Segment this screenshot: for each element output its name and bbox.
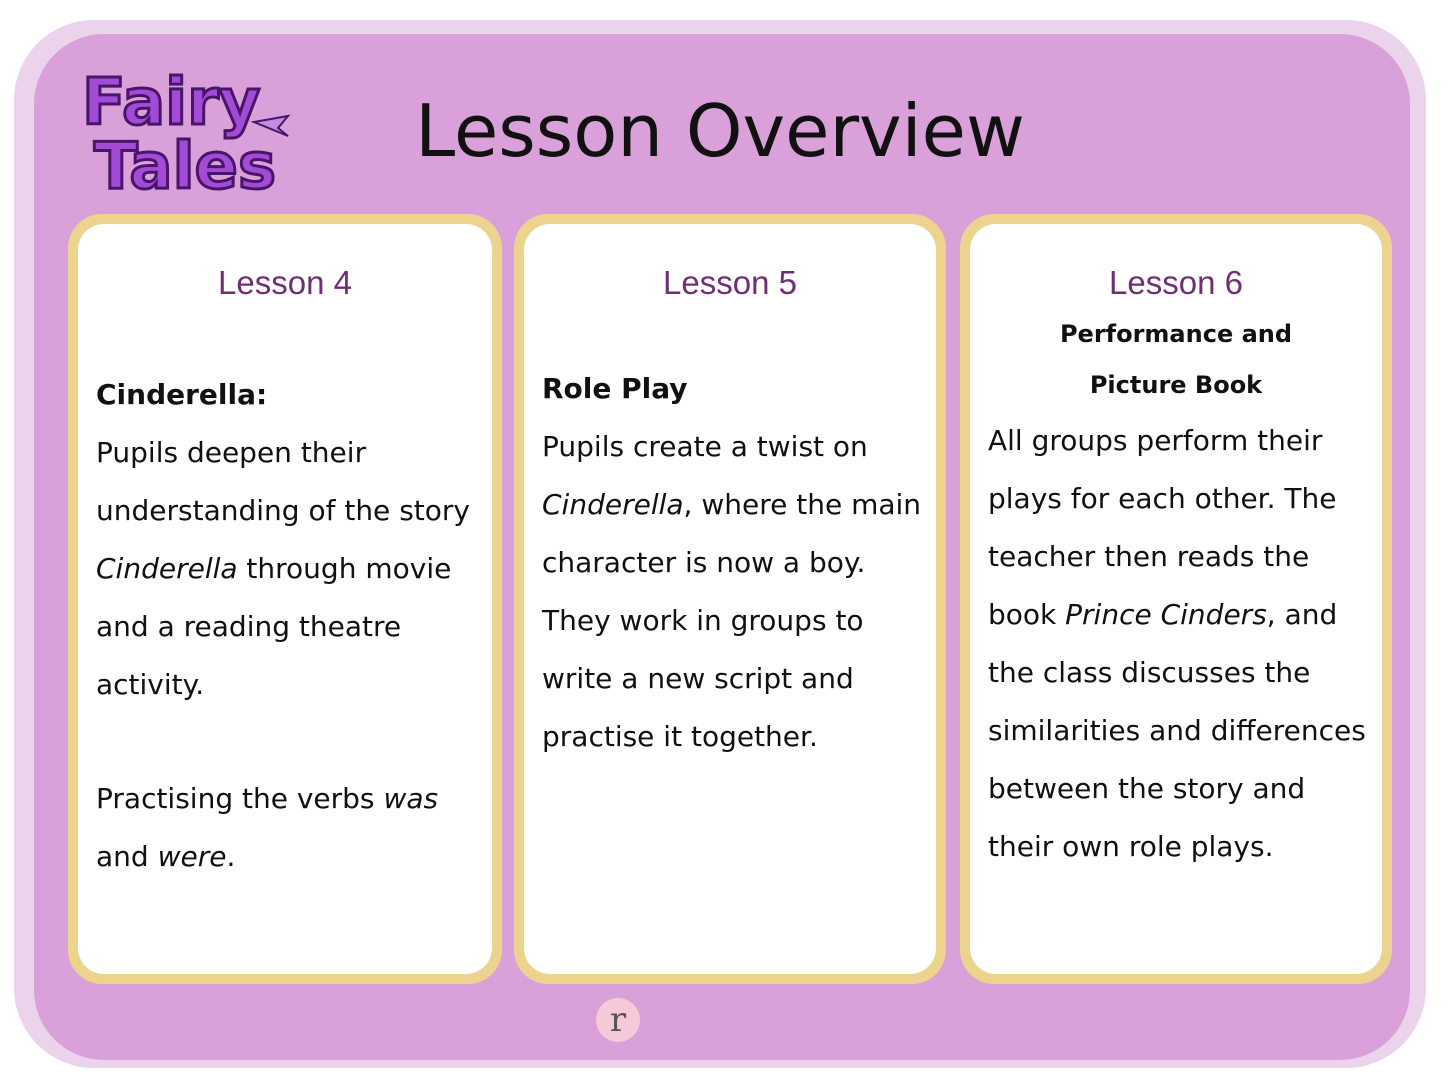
publisher-watermark: [644, 1012, 844, 1026]
lesson-6-heading: Lesson 6: [1109, 264, 1243, 301]
svg-text:Tales: Tales: [94, 130, 277, 196]
lesson-5-description: Pupils create a twist on Cinderella, where the main character is now a boy. They work in groups to write a new script and practise it together.: [542, 430, 922, 753]
lesson-5-card-body: [524, 224, 936, 974]
lesson-6-topic-line-2: Picture Book: [1089, 371, 1263, 399]
lesson-6-card-body: [970, 224, 1382, 974]
fairy-tales-logo: [74, 62, 294, 196]
lesson-5-topic: Role Play: [542, 372, 688, 405]
lesson-5-heading: Lesson 5: [663, 264, 797, 301]
publisher-logo-icon: r: [596, 998, 640, 1042]
lesson-4-text: [96, 366, 478, 886]
lesson-4-card: [68, 214, 502, 984]
lesson-4-topic: Cinderella:: [96, 378, 268, 411]
lesson-4-card-body: [78, 224, 492, 974]
lesson-4-verbs-note: Practising the verbs was and were.: [96, 782, 439, 873]
lesson-6-topic-line-1: Performance and: [1059, 320, 1293, 348]
lesson-4-heading: Lesson 4: [218, 264, 352, 301]
svg-text:Fairy: Fairy: [82, 66, 261, 140]
lesson-4-description: Pupils deepen their understanding of the story Cinderella through movie and a reading theatre activity.: [96, 436, 470, 701]
lesson-5-card: [514, 214, 946, 984]
lesson-5-text: [542, 360, 922, 766]
lesson-6-description: All groups perform their plays for each other. The teacher then reads the book Prince Cinders, and the class discusses the similarities and differences between the story and their own role plays.: [988, 424, 1366, 863]
page-title: Lesson Overview: [415, 89, 1025, 173]
lesson-6-card: [960, 214, 1392, 984]
